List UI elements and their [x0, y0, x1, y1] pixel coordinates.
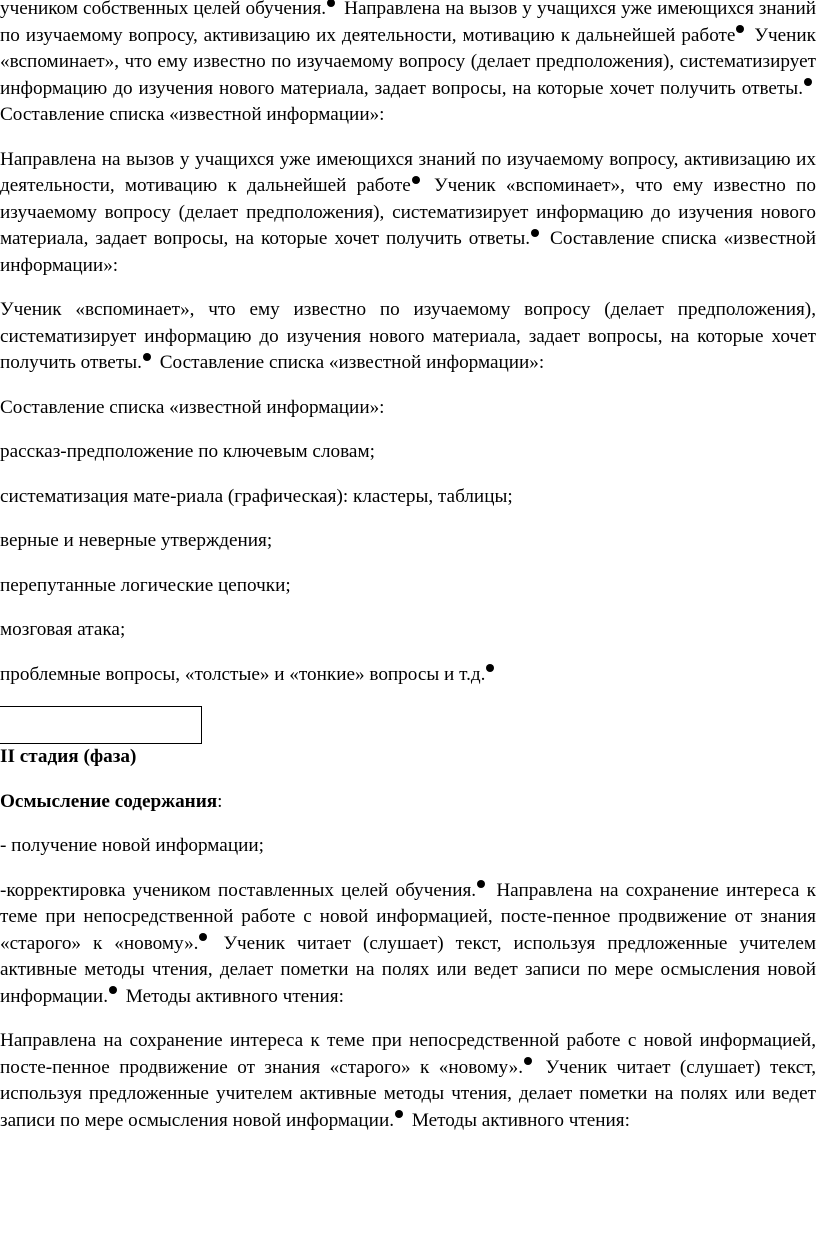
text-span: Составление списка «известной информации»: — [154, 352, 545, 373]
stage-subtitle — [0, 789, 816, 816]
text-span: Ученик «вспоминает», что ему известно по изучаемому вопросу (делает предположения), систематизирует информацию до изучения нового материала, задает вопросы, на которые хочет получить ответы. — [0, 175, 816, 249]
text-span: Ученик «вспоминает», что ему известно по изучаемому вопросу (делает предположения), систематизирует информацию до изучения нового материала, задает вопросы, на которые хочет получить ответы. — [0, 299, 816, 373]
paragraph-2 — [0, 147, 816, 280]
text-span: Методы активного чтения: — [121, 985, 344, 1007]
text-span: Методы активного чтения: — [407, 1109, 630, 1131]
text-span: Направлена на сохранение интереса к теме при непосредственной работе с новой информацией, посте-пенное продвижение от знания «старого» к «новому». — [0, 1030, 816, 1078]
list-item: Составление списка «известной информации»: — [0, 396, 385, 418]
text-span: -корректировка учеником поставленных целей обучения. — [0, 879, 477, 901]
bullet-icon — [804, 78, 812, 86]
bullet-icon — [524, 1057, 532, 1065]
stage-title — [0, 744, 816, 771]
bullet-icon — [395, 1110, 403, 1118]
text-span: учеником собственных целей обучения. — [0, 0, 327, 19]
paragraph-1 — [0, 0, 816, 129]
list-item: верные и неверные утверждения; — [0, 530, 273, 551]
text-span: Ученик «вспоминает», что ему известно по изучаемому вопросу (делает предположения), систематизирует информацию до изучения нового материала, задает вопросы, на которые хочет получить ответы. — [0, 24, 816, 99]
paragraph-4 — [0, 878, 816, 1011]
list-item: рассказ-предположение по ключевым словам; — [0, 441, 375, 462]
text-span: Направлена на вызов у учащихся уже имеющихся знаний по изучаемому вопросу, активизацию их деятельности, мотивацию к дальнейшей работе — [0, 0, 816, 46]
text-span: Ученик читает (слушает) текст, используя предложенные учителем активные методы чтения, делает пометки на полях или ведет записи по мере осмысления новой информации. — [0, 1056, 816, 1131]
text-span: Составление списка «известной информации»: — [0, 104, 385, 125]
bullet-icon — [531, 229, 539, 237]
text-span: Ученик читает (слушает) текст, используя предложенные учителем активные методы чтения, делает пометки на полях или ведет записи по мере осмысления новой информации. — [0, 932, 816, 1007]
text-span: : — [217, 790, 223, 812]
bullet-icon — [327, 0, 335, 7]
list-item: перепутанные логические цепочки; — [0, 574, 291, 596]
bullet-icon — [109, 986, 117, 994]
list-item: систематизация мате-риала (графическая): кластеры, таблицы; — [0, 485, 513, 507]
list-item-last — [0, 662, 816, 689]
bullet-icon — [199, 933, 207, 941]
text-span: проблемные вопросы, «толстые» и «тонкие» вопросы и т.д. — [0, 663, 486, 685]
bullet-icon — [486, 664, 494, 672]
bullet-icon — [412, 176, 420, 184]
text-span: Составление списка «известной информации»: — [0, 228, 816, 276]
paragraph-3 — [0, 297, 816, 377]
list-item: мозговая атака; — [0, 619, 126, 640]
bullet-icon — [143, 353, 151, 361]
empty-frame-box — [0, 706, 202, 744]
stage-item: - получение новой информации; — [0, 835, 264, 856]
text-span: Направлена на сохранение интереса к теме при непосредственной работе с новой информацией, посте-пенное продвижение от знания «старого» к «новому». — [0, 879, 816, 954]
text-span: Направлена на вызов у учащихся уже имеющихся знаний по изучаемому вопросу, активизацию их деятельности, мотивацию к дальнейшей работе — [0, 148, 816, 196]
paragraph-5 — [0, 1028, 816, 1134]
stage-title-text: II стадия (фаза) — [0, 746, 137, 767]
bullet-icon — [477, 880, 485, 888]
bullet-icon — [736, 25, 744, 33]
stage-subtitle-text: Осмысление содержания — [0, 790, 218, 812]
